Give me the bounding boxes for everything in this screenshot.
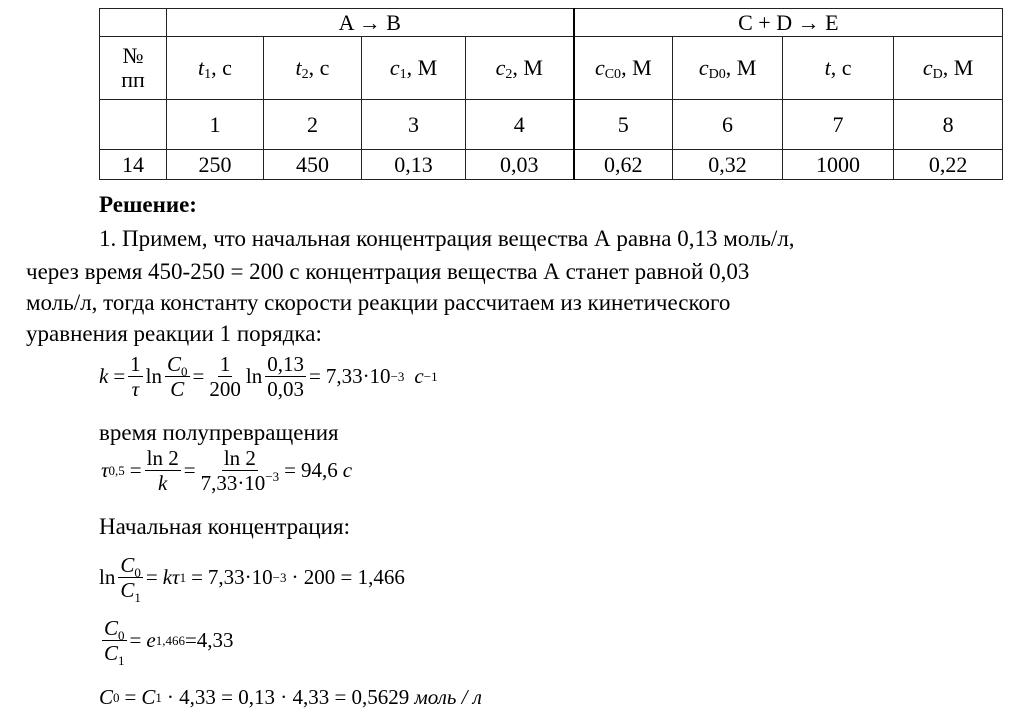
header-cc0: $c_{C0}$, М xyxy=(574,37,673,100)
table-cell: 0,13 xyxy=(362,150,466,180)
column-number-empty xyxy=(100,100,167,150)
concentration-ratio-equation: $\frac{C_0}{C_1}$ = e 1,466 =4,33 xyxy=(104,616,234,669)
solution-heading: Решение: xyxy=(99,192,197,217)
column-number: 5 xyxy=(574,100,673,150)
rate-constant-equation: k = $\frac{1}{\tau}$ ln $\frac{C_0}{C}$ = $\frac{1}{200}$ ln $\frac{0,13}{0,03}$ = 7,33·10 −3 c −1 xyxy=(99,352,438,402)
problem-data-table xyxy=(99,8,1003,180)
table-column-number-row xyxy=(100,100,1003,150)
paragraph-line: моль/л, тогда константу скорости реакции рассчитаем из кинетического xyxy=(26,290,731,315)
column-number: 4 xyxy=(466,100,574,150)
initial-concentration-equation: C 0 = C 1 · 4,33 = 0,13 · 4,33 = 0,5629 моль / л xyxy=(99,685,482,709)
cropped-heading-remnant xyxy=(100,0,340,4)
column-number: 7 xyxy=(783,100,894,150)
table-row xyxy=(100,150,1003,180)
table-cell: 0,62 xyxy=(574,150,673,180)
column-number: 3 xyxy=(362,100,466,150)
header-t1: $t_1$, с xyxy=(167,37,264,100)
column-number: 8 xyxy=(894,100,1003,150)
header-cd0: $c_{D0}$, М xyxy=(673,37,783,100)
header-t2: $t_2$, с xyxy=(264,37,362,100)
header-c2: $c_2$, М xyxy=(466,37,574,100)
header-cd: $c_D$, М xyxy=(894,37,1003,100)
paragraph-line: уравнения реакции 1 порядка: xyxy=(26,321,322,346)
group-header-cde: C + D → E xyxy=(574,9,1003,37)
header-c1: $c_1$, М xyxy=(362,37,466,100)
table-corner-cell xyxy=(100,9,167,37)
column-number: 6 xyxy=(673,100,783,150)
half-life-label: время полупревращения xyxy=(99,420,339,445)
half-life-equation: τ 0,5 = $\frac{\ln 2}{k}$ = $\frac{\ln 2}{7,33\cdot 10^{-3}}$ = 94,6 c xyxy=(101,446,353,496)
column-number: 2 xyxy=(264,100,362,150)
log-ratio-equation: ln $\frac{C_0}{C_1}$ = k τ 1 = 7,33·10 −3 · 200 = 1,466 xyxy=(99,553,405,606)
table-header-row xyxy=(100,37,1003,100)
row-number: 14 xyxy=(100,150,167,180)
paragraph-line: 1. Примем, что начальная концентрация вещества А равна 0,13 моль/л, xyxy=(99,226,795,251)
table-cell: 0,03 xyxy=(466,150,574,180)
table-cell: 0,22 xyxy=(894,150,1003,180)
table-cell: 1000 xyxy=(783,150,894,180)
header-t: t, с xyxy=(783,37,894,100)
group-header-ab: A → B xyxy=(167,9,574,37)
table-cell: 450 xyxy=(264,150,362,180)
table-cell: 250 xyxy=(167,150,264,180)
column-number: 1 xyxy=(167,100,264,150)
table-cell: 0,32 xyxy=(673,150,783,180)
header-row-number: № пп xyxy=(100,37,167,100)
initial-concentration-label: Начальная концентрация: xyxy=(99,514,350,539)
paragraph-line: через время 450-250 = 200 с концентрация вещества А станет равной 0,03 xyxy=(26,259,750,284)
table-group-header-row xyxy=(100,9,1003,37)
